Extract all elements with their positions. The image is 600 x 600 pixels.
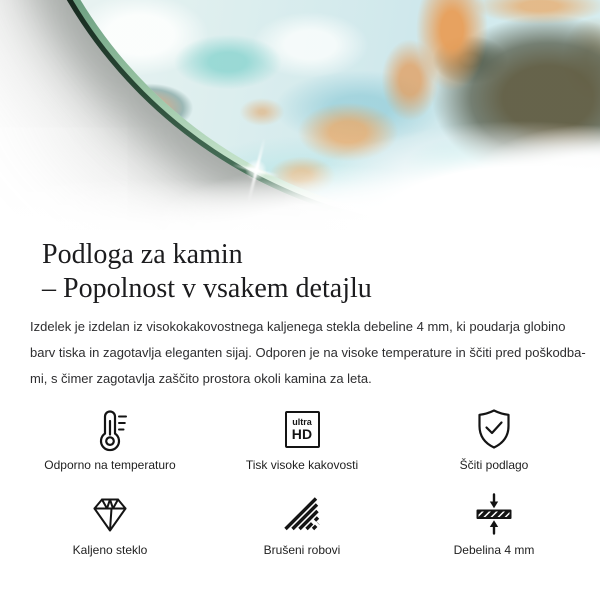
feature-print-quality <box>206 404 398 473</box>
product-description <box>30 314 600 392</box>
feature-thickness <box>398 489 590 558</box>
feature-label: Odporno na temperaturo <box>44 458 176 472</box>
description-line: barv tiska in zagotavlja eleganten sijaj. Odporen je na visoke temperature in ščiti pred poškodba- <box>30 345 586 360</box>
feature-polished-edges <box>206 489 398 558</box>
ultra-hd-icon-text-bottom: HD <box>291 426 313 442</box>
feature-tempered-glass <box>14 489 206 558</box>
feature-label: Debelina 4 mm <box>453 543 535 557</box>
ultra-hd-icon <box>285 404 320 454</box>
feature-protection <box>398 404 590 473</box>
feature-temperature <box>14 404 206 473</box>
title-line-2: – Popolnost v vsakem detajlu <box>42 273 372 304</box>
product-photo <box>0 0 600 230</box>
ultra-hd-icon-text-top: ultra <box>292 417 312 427</box>
diamond-icon <box>86 489 134 539</box>
feature-label: Brušeni robovi <box>263 543 341 557</box>
feature-grid <box>0 404 600 558</box>
polished-edges-icon <box>278 489 326 539</box>
feature-label: Ščiti podlago <box>459 458 529 472</box>
page-title <box>42 238 600 306</box>
description-line: Izdelek je izdelan iz visokokakovostnega kaljenega stekla debeline 4 mm, ki poudarja globino <box>30 319 566 334</box>
thermometer-icon <box>86 404 134 454</box>
title-line-1: Podloga za kamin <box>42 239 243 270</box>
description-line: mi, s čimer zagotavlja zaščito prostora okoli kamina za leta. <box>30 371 372 386</box>
thickness-icon <box>470 489 518 539</box>
feature-label: Tisk visoke kakovosti <box>245 458 359 472</box>
feature-label: Kaljeno steklo <box>72 543 148 557</box>
shield-check-icon <box>470 404 518 454</box>
